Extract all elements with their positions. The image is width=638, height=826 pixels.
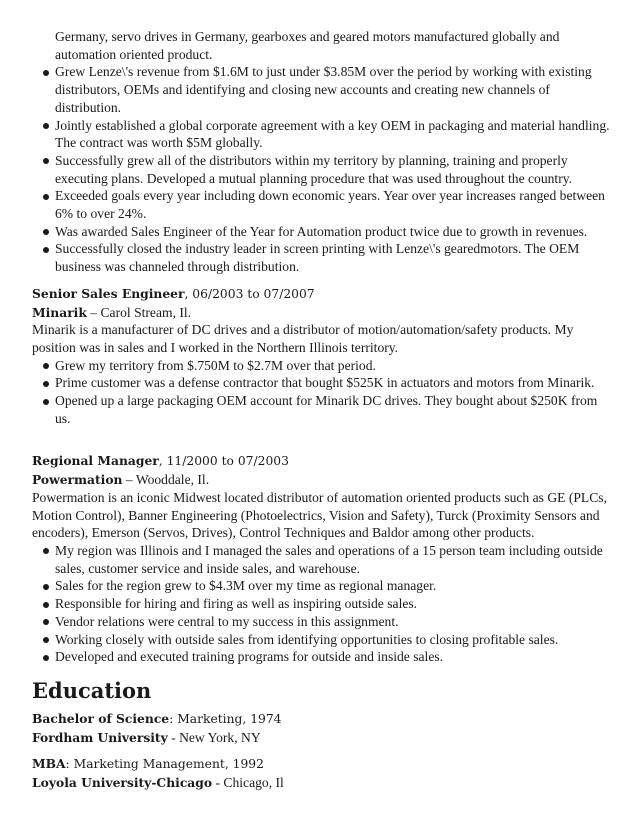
company-location: – Carol Stream, Il.: [86, 304, 192, 320]
school-location: - New York, NY: [167, 729, 261, 745]
job-title: Senior Sales Engineer: [32, 285, 185, 301]
school-line: [32, 774, 610, 792]
list-item: Jointly established a global corporate agreement with a key OEM in packaging and material handling. The contract was worth $5M globally.: [32, 117, 610, 152]
education-entry: [32, 755, 610, 791]
achievement-list: [32, 542, 610, 666]
list-item: Grew my territory from $.750M to $2.7M over that period.: [32, 357, 610, 375]
job-dates: , 06/2003 to 07/2007: [184, 286, 315, 301]
education-section: [32, 678, 610, 792]
list-item: Successfully grew all of the distributors within my territory by planning, training and properly executing plans. Developed a mutual planning procedure that was used throughout the country.: [32, 152, 610, 187]
job-powermation: [32, 452, 610, 665]
degree-field: : Marketing Management, 1992: [65, 757, 264, 772]
company-name: Powermation: [32, 472, 123, 488]
list-item: Successfully closed the industry leader in screen printing with Lenze\'s gearedmotors. The OEM business was channeled through distribution.: [32, 240, 610, 275]
degree-name: Bachelor of Science: [32, 710, 170, 726]
list-item: Working closely with outside sales from identifying opportunities to closing profitable sales.: [32, 631, 610, 649]
job-description-continuation: Germany, servo drives in Germany, gearboxes and geared motors manufactured globally and automation oriented product.: [55, 29, 560, 62]
list-item: Responsible for hiring and firing as well as inspiring outside sales.: [32, 595, 610, 613]
education-entry: [32, 710, 610, 746]
company-line: [32, 304, 610, 322]
job-minarik: [32, 285, 610, 428]
job-title: Regional Manager: [32, 453, 159, 469]
company-line: [32, 471, 610, 489]
company-location: – Wooddale, Il.: [122, 472, 210, 488]
degree-line: [32, 755, 610, 774]
school-line: [32, 729, 610, 747]
school-name: Fordham University: [32, 729, 168, 745]
company-description: Powermation is an iconic Midwest located distributor of automation oriented products such as GE (PLCs, Motion Control), Banner Engineering (Photoelectrics, Vision and Safety), Turck (Proximity Sensors and encoders), Emerson (Servos, Drives), Control Techniques and Baldor among other products.: [32, 489, 607, 541]
job-title-line: [32, 452, 610, 471]
degree-line: [32, 710, 610, 729]
list-item: Grew Lenze\'s revenue from $1.6M to just under $3.85M over the period by working with existing distributors, OEMs and identifying and closing new accounts and creating new channels of distribution.: [32, 63, 610, 116]
school-name: Loyola University-Chicago: [32, 775, 213, 791]
degree-field: : Marketing, 1974: [169, 711, 282, 726]
section-heading-education: Education: [32, 677, 152, 703]
company-name: Minarik: [32, 304, 87, 320]
list-item: Vendor relations were central to my success in this assignment.: [32, 613, 610, 631]
list-item: Prime customer was a defense contractor that bought $525K in actuators and motors from Minarik.: [32, 374, 610, 392]
list-item: Sales for the region grew to $4.3M over my time as regional manager.: [32, 577, 610, 595]
company-description: Minarik is a manufacturer of DC drives and a distributor of motion/automation/safety products. My position was in sales and I worked in the Northern Illinois territory.: [32, 322, 574, 355]
previous-job-section: [32, 28, 610, 276]
list-item: Exceeded goals every year including down economic years. Year over year increases ranged between 6% to over 24%.: [32, 187, 610, 222]
list-item: Developed and executed training programs for outside and inside sales.: [32, 648, 610, 666]
achievement-list: [32, 63, 610, 275]
job-title-line: [32, 285, 610, 304]
degree-name: MBA: [32, 756, 66, 772]
job-dates: , 11/2000 to 07/2003: [158, 454, 289, 469]
school-location: - Chicago, Il: [212, 775, 284, 791]
list-item: My region was Illinois and I managed the sales and operations of a 15 person team including outside sales, customer service and inside sales, and warehouse.: [32, 542, 610, 577]
achievement-list: [32, 357, 610, 428]
list-item: Was awarded Sales Engineer of the Year for Automation product twice due to growth in revenues.: [32, 223, 610, 241]
list-item: Opened up a large packaging OEM account for Minarik DC drives. They bought about $250K from us.: [32, 392, 610, 427]
